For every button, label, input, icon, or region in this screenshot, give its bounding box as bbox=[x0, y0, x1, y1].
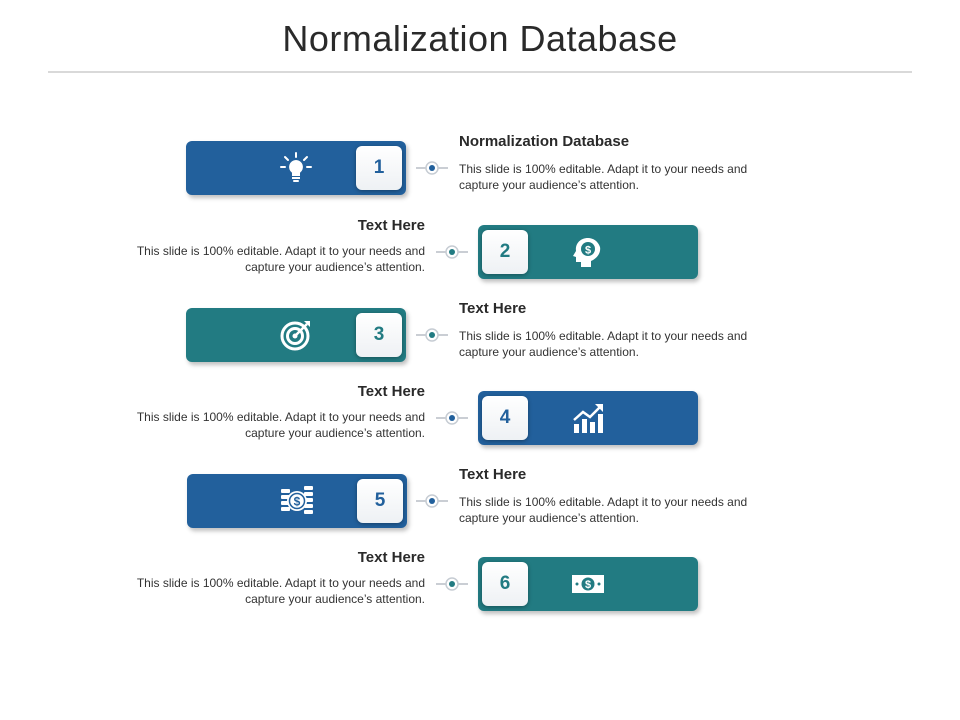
step-5-connector bbox=[416, 494, 448, 508]
step-3-heading: Text Here bbox=[459, 300, 527, 317]
svg-text:$: $ bbox=[293, 494, 301, 509]
step-2 bbox=[0, 217, 960, 295]
banknote-icon bbox=[572, 568, 604, 600]
lightbulb-icon bbox=[280, 152, 312, 184]
step-2-connector bbox=[436, 245, 468, 259]
step-1-heading: Normalization Database bbox=[459, 133, 630, 150]
step-1-bar bbox=[186, 141, 406, 195]
step-4 bbox=[0, 383, 960, 461]
target-icon bbox=[280, 319, 312, 351]
step-6 bbox=[0, 549, 960, 627]
step-1 bbox=[0, 133, 960, 211]
step-2-heading: Text Here bbox=[357, 217, 425, 234]
step-3 bbox=[0, 300, 960, 378]
step-5 bbox=[0, 466, 960, 544]
step-1-connector bbox=[416, 161, 448, 175]
step-6-number: 6 bbox=[482, 562, 528, 606]
step-6-connector bbox=[436, 577, 468, 591]
step-5-number: 5 bbox=[357, 479, 403, 523]
growth-chart-icon bbox=[572, 402, 604, 434]
svg-text:$: $ bbox=[584, 244, 592, 257]
step-5-text: This slide is 100% editable. Adapt it to your needs and capture your audience’s attention. bbox=[459, 495, 748, 525]
step-3-bar bbox=[186, 308, 406, 362]
step-6-bar bbox=[478, 557, 698, 611]
step-3-connector bbox=[416, 328, 448, 342]
step-4-connector bbox=[436, 411, 468, 425]
step-1-text: This slide is 100% editable. Adapt it to your needs and capture your audience’s attention. bbox=[459, 162, 748, 192]
step-4-bar bbox=[478, 391, 698, 445]
step-4-number: 4 bbox=[482, 396, 528, 440]
step-5-heading: Text Here bbox=[459, 466, 527, 483]
step-2-text: This slide is 100% editable. Adapt it to your needs and capture your audience’s attention. bbox=[136, 244, 425, 274]
step-6-text: This slide is 100% editable. Adapt it to your needs and capture your audience’s attention. bbox=[136, 576, 425, 606]
step-3-text: This slide is 100% editable. Adapt it to your needs and capture your audience’s attention. bbox=[459, 329, 748, 359]
svg-text:$: $ bbox=[584, 579, 592, 591]
coins-icon bbox=[281, 485, 313, 517]
step-2-number: 2 bbox=[482, 230, 528, 274]
head-dollar-icon bbox=[572, 236, 604, 268]
title-divider bbox=[48, 71, 912, 73]
step-4-heading: Text Here bbox=[357, 383, 425, 400]
step-2-bar bbox=[478, 225, 698, 279]
step-6-heading: Text Here bbox=[357, 549, 425, 566]
step-5-bar bbox=[187, 474, 407, 528]
step-1-number: 1 bbox=[356, 146, 402, 190]
slide-title: Normalization Database bbox=[282, 18, 678, 59]
step-3-number: 3 bbox=[356, 313, 402, 357]
step-4-text: This slide is 100% editable. Adapt it to your needs and capture your audience’s attention. bbox=[136, 410, 425, 440]
